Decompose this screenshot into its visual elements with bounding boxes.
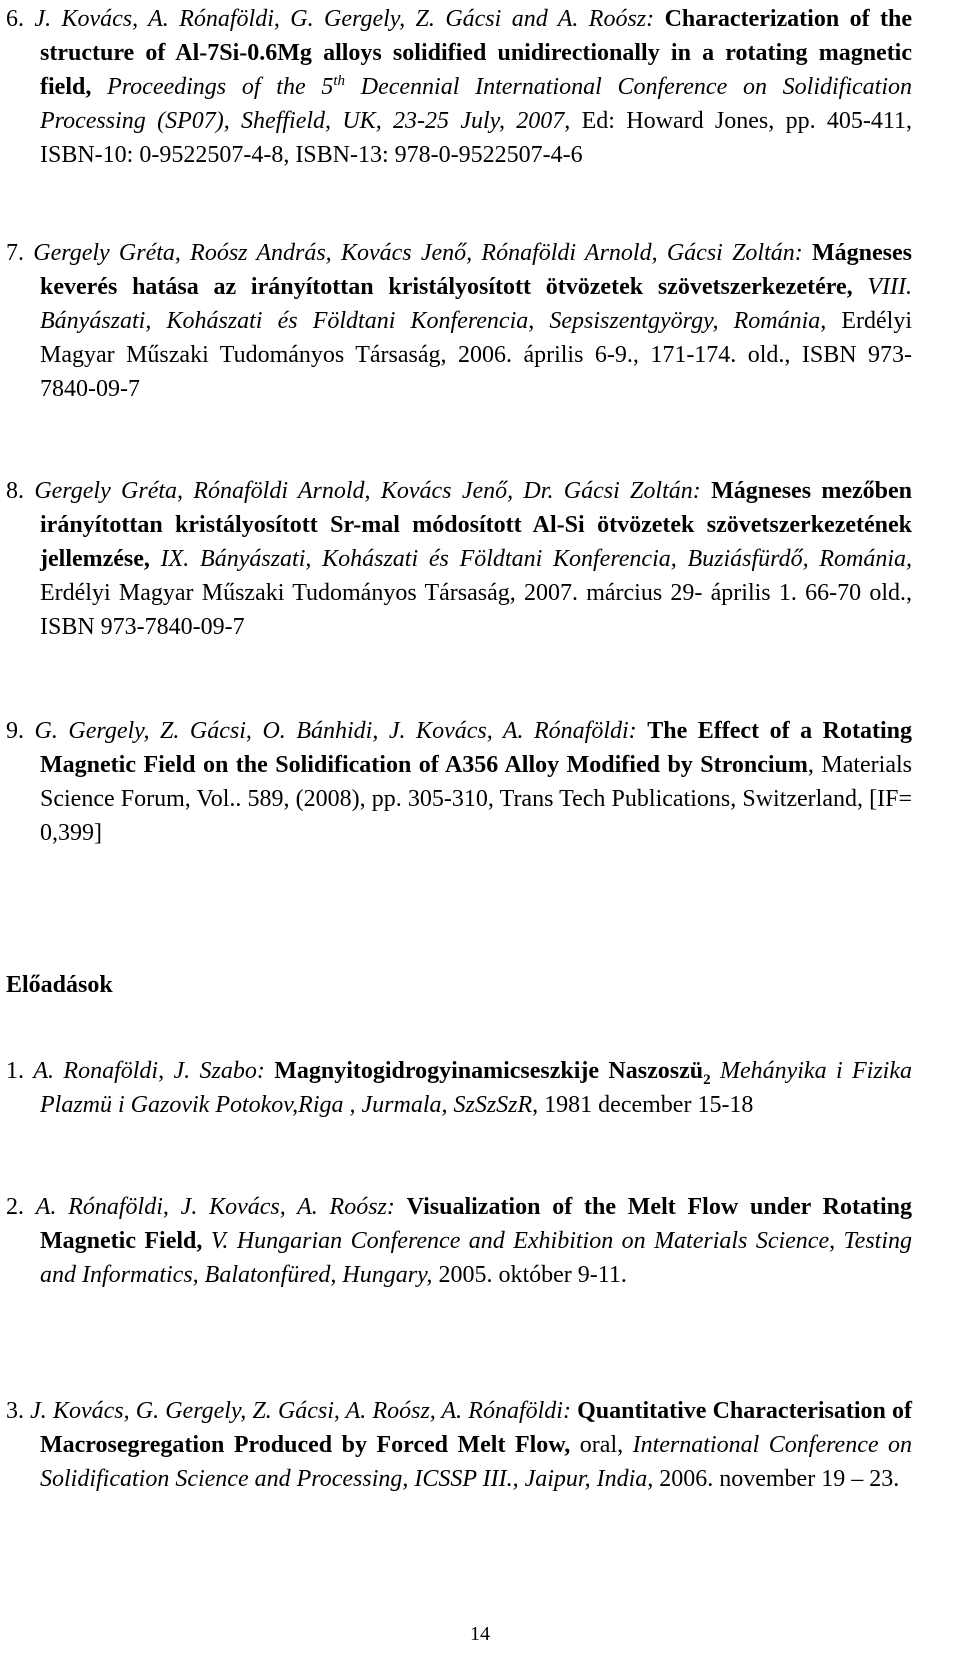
venue-part: VIII. Bányászati, bbox=[40, 274, 913, 334]
entry-details: Ed: Howard Jones, pp. 405-411, ISBN-10: 0-9522507-4-8, ISBN-13: 978-0-9522507-4-6 bbox=[40, 108, 913, 168]
entry-presentation-type: oral, bbox=[579, 1432, 624, 1458]
entry-venue: International Conference on Solidification Science and Processing, ICSSP III., Jaipur, India, bbox=[40, 1432, 912, 1492]
entry-authors: A. Ronaföldi, J. Szabo: bbox=[33, 1058, 265, 1084]
entry-title: Visualization of the Melt Flow under Rotating Magnetic Field, bbox=[40, 1194, 912, 1254]
reference-entry-6 bbox=[6, 2, 912, 172]
reference-entry-7 bbox=[6, 236, 912, 406]
reference-entry-8 bbox=[6, 474, 912, 644]
entry-number: 9. bbox=[6, 718, 24, 744]
reference-entry-9 bbox=[6, 714, 912, 850]
entry-authors: J. Kovács, G. Gergely, Z. Gácsi, A. Roósz, A. Rónaföldi: bbox=[30, 1398, 571, 1424]
entry-number: 3. bbox=[6, 1398, 24, 1424]
entry-venue: Mehányika i Fizika Plazmü i Gazovik Potokov,Riga , Jurmala, SzSzSzR, bbox=[40, 1058, 912, 1118]
entry-number: 6. bbox=[6, 6, 24, 32]
venue-part: Proceedings of the 5 bbox=[107, 74, 334, 100]
entry-authors: J. Kovács, A. Rónaföldi, G. Gergely, Z. Gácsi and A. Roósz: bbox=[34, 6, 655, 32]
entry-number: 8. bbox=[6, 478, 24, 504]
section-heading: Előadások bbox=[6, 972, 113, 998]
entry-title: The Effect of a Rotating Magnetic Field on the Solidification of A356 Alloy Modified by Stroncium bbox=[40, 718, 913, 778]
page-number: 14 bbox=[470, 1623, 490, 1645]
entry-details: Erdélyi Magyar Műszaki Tudományos Társaság, 2006. április 6-9., 171-174. old., ISBN 973-7840-09-7 bbox=[40, 308, 913, 402]
entry-details: 1981 december 15-18 bbox=[544, 1092, 754, 1118]
entry-authors: G. Gergely, Z. Gácsi, O. Bánhidi, J. Kovács, A. Rónaföldi: bbox=[34, 718, 637, 744]
venue-superscript: th bbox=[333, 73, 345, 89]
entry-title bbox=[274, 1058, 711, 1088]
talk-entry-2 bbox=[6, 1190, 912, 1292]
talk-entry-3 bbox=[6, 1394, 912, 1496]
title-part: Magnyitogidrogyinamicseszkije Naszoszü bbox=[274, 1058, 704, 1084]
entry-details: 2006. november 19 – 23. bbox=[659, 1466, 900, 1492]
entry-details: , Materials Science Forum, Vol.. 589, (2008), pp. 305-310, Trans Tech Publications, Switzerland, [IF= 0,399] bbox=[40, 752, 913, 846]
entry-venue: V. Hungarian Conference and Exhibition on Materials Science, Testing and Informatics, Balatonfüred, Hungary, bbox=[40, 1228, 913, 1288]
talk-entry-1 bbox=[6, 1054, 912, 1122]
entry-details: Erdélyi Magyar Műszaki Tudományos Társaság, 2007. március 29- április 1. 66-70 old., ISBN 973-7840-09-7 bbox=[40, 580, 912, 640]
entry-authors: Gergely Gréta, Rónaföldi Arnold, Kovács Jenő, Dr. Gácsi Zoltán: bbox=[34, 478, 701, 504]
entry-title: Quantitative Characterisation of Macrosegregation Produced by Forced Melt Flow, bbox=[40, 1398, 913, 1458]
venue-part: Decennial International Conference on Solidification Processing (SP07), Sheffield, UK, 23-25 July, 2007, bbox=[40, 74, 913, 134]
entry-title: Mágneses mezőben irányítottan kristályosított Sr-mal módosított Al-Si ötvözetek szövetszerkezetének jellemzése, bbox=[40, 478, 913, 572]
entry-number: 7. bbox=[6, 240, 24, 266]
entry-details: 2005. október 9-11. bbox=[438, 1262, 627, 1288]
venue-part: Kohászati és Földtani Konferencia, Sepsiszentgyörgy, Románia, bbox=[166, 308, 827, 334]
entry-title: Characterization of the structure of Al-7Si-0.6Mg alloys solidified unidirectionally in a rotating magnetic field, bbox=[40, 6, 912, 100]
entry-venue: IX. Bányászati, Kohászati és Földtani Konferencia, Buziásfürdő, Románia, bbox=[160, 546, 912, 572]
entry-title: Mágneses keverés hatása az irányítottan kristályosított ötvözetek szövetszerkezetére, bbox=[40, 240, 913, 300]
title-subscript: 2 bbox=[703, 1071, 711, 1088]
entry-authors: A. Rónaföldi, J. Kovács, A. Roósz: bbox=[35, 1194, 395, 1220]
entry-number: 2. bbox=[6, 1194, 24, 1220]
entry-authors: Gergely Gréta, Roósz András, Kovács Jenő, Rónaföldi Arnold, Gácsi Zoltán: bbox=[33, 240, 803, 266]
entry-number: 1. bbox=[6, 1058, 24, 1084]
